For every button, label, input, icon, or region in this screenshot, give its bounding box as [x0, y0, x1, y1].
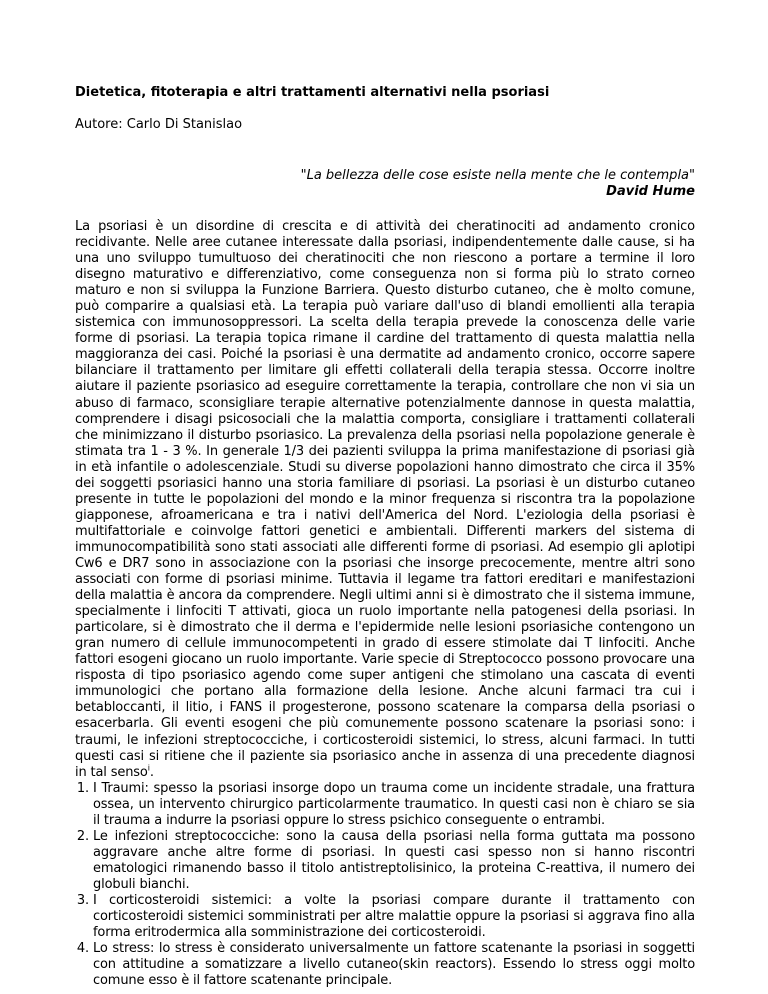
intro-paragraph [75, 219, 695, 781]
list-item: 1. I Traumi: spesso la psoriasi insorge dopo un trauma come un incidente stradale, una frattura ossea, un intervento chirurgico particolarmente traumatico. In questi casi non è chiaro se sia il trauma a indurre la psoriasi oppure lo stress psichico conseguente o entrambi. [93, 781, 695, 829]
document-body [75, 219, 695, 989]
epigraph-author: David Hume [606, 184, 695, 199]
document-author: Autore: Carlo Di Stanislao [75, 117, 243, 132]
list-item: 2. Le infezioni streptococciche: sono la causa della psoriasi nella forma guttata ma possono aggravare anche altre forme di psoriasi. In questi casi spesso non si hanno riscontri ematologici rimanendo basso il titolo antistreptolisinico, la proteina C-reattiva, il numero dei globuli bianchi. [93, 829, 695, 893]
intro-paragraph-text: La psoriasi è un disordine di crescita e di attività dei cheratinociti ad andamento cronico recidivante. Nelle aree cutanee interessate dalla psoriasi, indipendentemente dalle cause, si ha una uno sviluppo tumultuoso dei cheratinociti che non riescono a portare a termine il loro disegno maturativo e differenziativo, come conseguenza non si forma più lo strato corneo maturo e non si sviluppa la Funzione Barriera. Questo disturbo cutaneo, che è molto comune, può comparire a qualsiasi età. La terapia può variare dall'uso di blandi emollienti alla terapia sistemica con immunosoppressori. La scelta della terapia prevede la conoscenza delle varie forme di psoriasi. La terapia topica rimane il cardine del trattamento di questa malattia nella maggioranza dei casi. Poiché la psoriasi è una dermatite ad andamento cronico, occorre sapere bilanciare il trattamento per limitare gli effetti collaterali della terapia stessa. Occorre inoltre aiutare il paziente psoriasico ad eseguire correttamente la terapia, controllare che non vi sia un abuso di farmaco, sconsigliare terapie alternative potenzialmente dannose in questa malattia, comprendere i disagi psicosociali che la malattia comporta, consigliare i trattamenti collaterali che minimizzano il disturbo psoriasico. La prevalenza della psoriasi nella popolazione generale è stimata tra 1 - 3 %. In generale 1/3 dei pazienti sviluppa la prima manifestazione di psoriasi già in età infantile o adolescenziale. Studi su diverse popolazioni hanno dimostrato che circa il 35% dei soggetti psoriasici hanno una storia familiare di psoriasi. La psoriasi è un disturbo cutaneo presente in tutte le popolazioni del mondo e la minor frequenza si riscontra tra la popolazione giapponese, afroamericana e tra i nativi dell'America del Nord. L'eziologia della psoriasi è multifattoriale e coinvolge fattori genetici e ambientali. Differenti markers del sistema di immunocompatibilità sono stati associati alle differenti forme di psoriasi. Ad esempio gli aplotipi Cw6 e DR7 sono in associazione con la psoriasi che insorge precocemente, mentre altri sono associati con forme di psoriasi minime. Tuttavia il legame tra fattori ereditari e manifestazioni della malattia è ancora da comprendere. Negli ultimi anni si è dimostrato che il sistema immune, specialmente i linfociti T attivati, gioca un ruolo importante nella patogenesi della psoriasi. In particolare, si è dimostrato che il derma e l'epidermide nelle lesioni psoriasiche contengono un gran numero di cellule immunocompetenti in grado di essere stimolate dai T linfociti. Anche fattori esogeni giocano un ruolo importante. Varie specie di Streptococco possono provocare una risposta di tipo psoriasico agendo come super antigeni che stimolano una cascata di eventi immunologici che portano alla formazione della lesione. Anche alcuni farmaci tra cui i betabloccanti, il litio, i FANS il progesterone, possono scatenare la comparsa della psoriasi o esacerbarla. Gli eventi esogeni che più comunemente possono scatenare la psoriasi sono: i traumi, le infezioni streptococciche, i corticosteroidi sistemici, lo stress, alcuni farmaci. In tutti questi casi si ritiene che il paziente sia psoriasico anche in assenza di una precedente diagnosi in tal senso [75, 219, 695, 780]
footnote-marker[interactable]: i [147, 763, 150, 773]
list-item: 4. Lo stress: lo stress è considerato universalmente un fattore scatenante la psoriasi in soggetti con attitudine a somatizzare a livello cutaneo(skin reactors). Essendo lo stress oggi molto comune esso è il fattore scatenante principale. [93, 941, 695, 989]
sentence-period: . [149, 764, 154, 780]
document-title: Dietetica, fitoterapia e altri trattamenti alternativi nella psoriasi [75, 85, 550, 100]
epigraph-quote: "La bellezza delle cose esiste nella mente che le contempla" [300, 168, 695, 183]
trigger-list [75, 781, 695, 990]
list-item: 3. I corticosteroidi sistemici: a volte la psoriasi compare durante il trattamento con corticosteroidi sistemici somministrati per altre malattie oppure la psoriasi si aggrava fino alla forma eritrodermica alla somministrazione dei corticosteroidi. [93, 893, 695, 941]
